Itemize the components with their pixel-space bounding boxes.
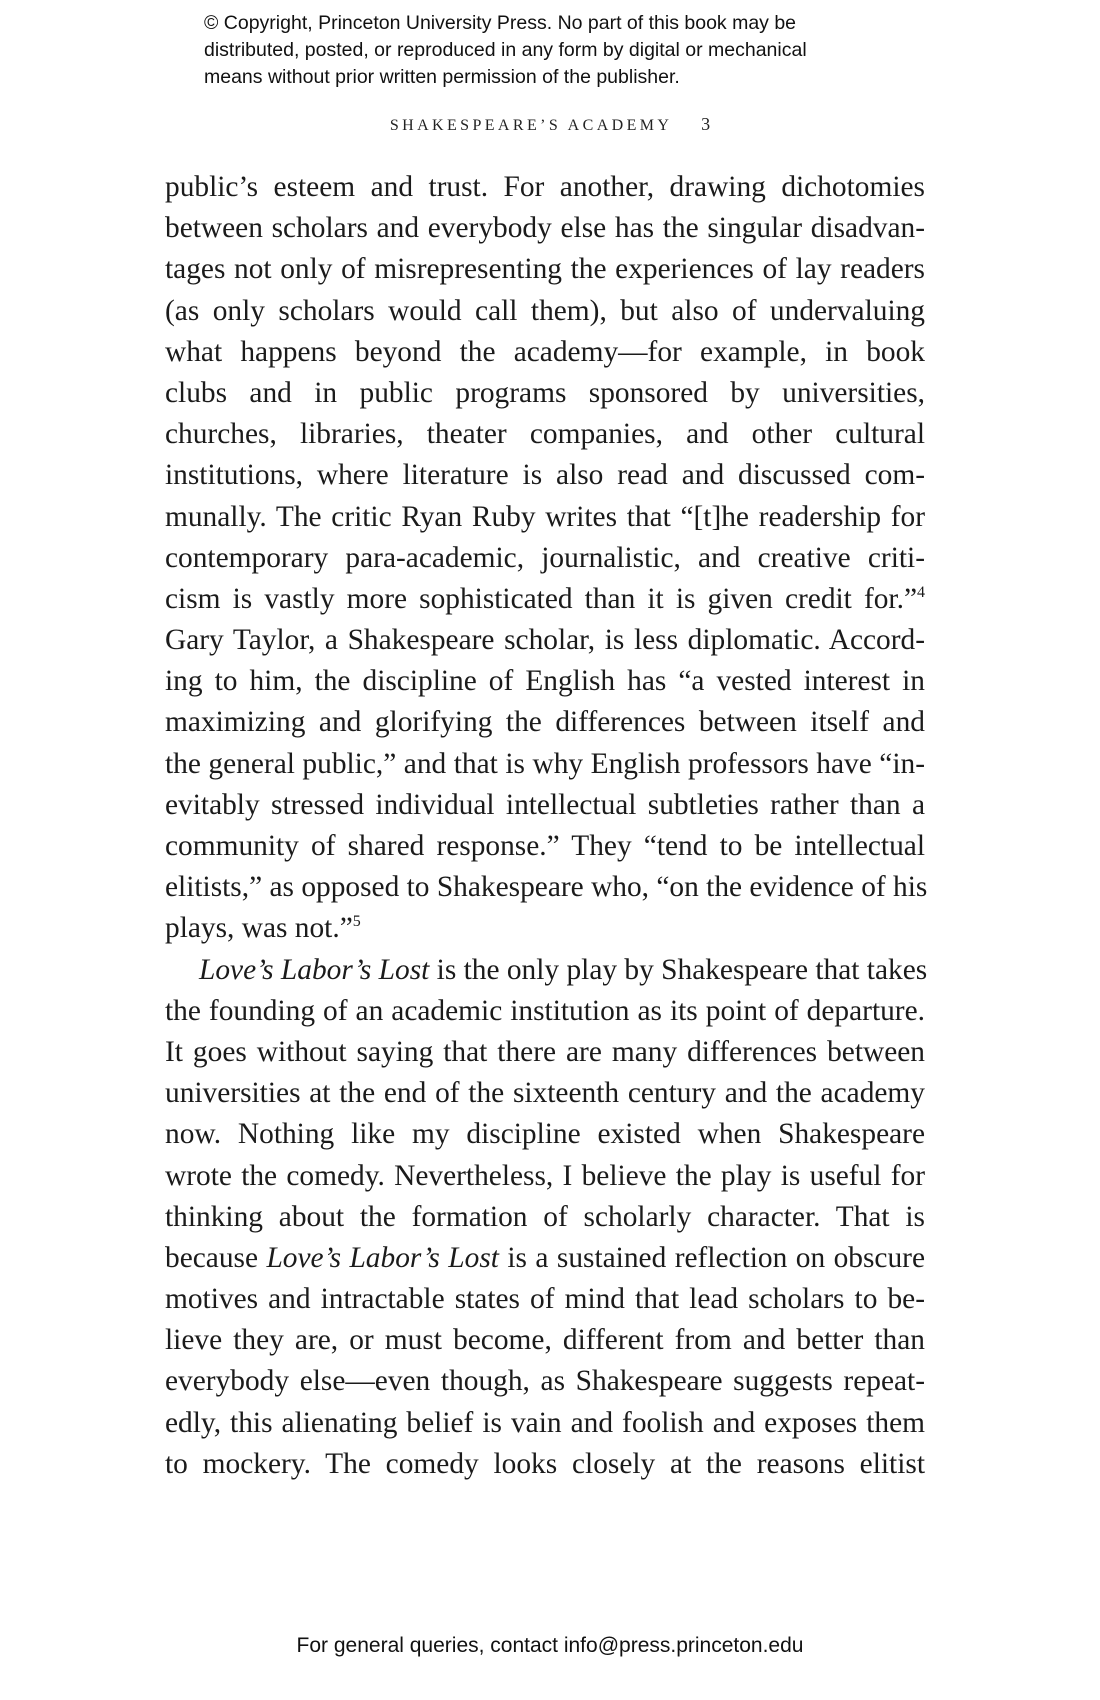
- line-text: is a sustained reflection on obscure: [498, 1241, 925, 1274]
- text-line: ing to him, the discipline of English has “a vested interest in: [165, 665, 925, 698]
- text-line-with-footnote: [165, 908, 925, 949]
- text-line: the founding of an academic institution as its point of departure.: [165, 994, 925, 1027]
- text-line: clubs and in public programs sponsored by universities,: [165, 376, 925, 409]
- text-line: community of shared response.” They “tend to be intellectual: [165, 830, 925, 862]
- copyright-line: distributed, posted, or reproduced in any form by digital or mechanical: [204, 39, 807, 61]
- text-line: It goes without saying that there are many differences between: [165, 1035, 925, 1068]
- text-line: evitably stressed individual intellectual subtleties rather than a: [165, 788, 925, 821]
- line-text: because: [165, 1241, 267, 1274]
- footer-contact: For general queries, contact info@press.princeton.edu: [296, 1634, 804, 1657]
- text-line: wrote the comedy. Nevertheless, I believe the play is useful for: [165, 1159, 925, 1192]
- italic-title: Love’s Labor’s Lost: [266, 1241, 499, 1274]
- italic-title: Love’s Labor’s Lost: [199, 953, 430, 986]
- line-text: cism is vastly more sophisticated than it is given credit for.”: [165, 582, 917, 615]
- page-number: 3: [701, 114, 711, 134]
- text-line: contemporary para-academic, journalistic, and creative criti-: [165, 541, 925, 574]
- text-line: to mockery. The comedy looks closely at the reasons elitist: [165, 1447, 925, 1480]
- text-line: Gary Taylor, a Shakespeare scholar, is less diplomatic. Accord-: [165, 624, 925, 657]
- line-text: is the only play by Shakespeare that takes: [429, 953, 928, 986]
- copyright-line: © Copyright, Princeton University Press. No part of this book may be: [204, 12, 797, 34]
- text-line-with-footnote: [165, 579, 925, 620]
- copyright-notice: [204, 10, 904, 91]
- body-text: [165, 167, 928, 1485]
- text-line: universities at the end of the sixteenth century and the academy: [165, 1077, 925, 1110]
- text-line: motives and intractable states of mind that lead scholars to be-: [165, 1283, 925, 1316]
- paragraph-start-line: [165, 950, 928, 991]
- text-line: public’s esteem and trust. For another, drawing dichotomies: [165, 171, 925, 203]
- line-text: plays, was not.”: [165, 912, 353, 945]
- text-line: edly, this alienating belief is vain and foolish and exposes them: [165, 1406, 925, 1439]
- text-line: elitists,” as opposed to Shakespeare who, “on the evidence of his: [165, 871, 928, 904]
- text-line: tages not only of misrepresenting the experiences of lay readers: [165, 253, 925, 286]
- text-line: what happens beyond the academy—for example, in book: [165, 335, 925, 368]
- text-line: churches, libraries, theater companies, and other cultural: [165, 418, 925, 451]
- footnote-ref-4: 4: [917, 583, 925, 601]
- running-head: [0, 114, 1100, 135]
- text-line: maximizing and glorifying the differences between itself and: [165, 706, 925, 739]
- text-line-with-title: [165, 1238, 925, 1279]
- text-line: lieve they are, or must become, different from and better than: [165, 1324, 925, 1357]
- text-line: thinking about the formation of scholarly character. That is: [165, 1200, 925, 1233]
- running-head-title: SHAKESPEARE’S ACADEMY: [389, 117, 672, 134]
- text-line: munally. The critic Ryan Ruby writes that “[t]he readership for: [165, 500, 925, 533]
- text-line: now. Nothing like my discipline existed when Shakespeare: [165, 1118, 925, 1151]
- footnote-ref-5: 5: [352, 913, 361, 931]
- text-line: between scholars and everybody else has the singular disadvan-: [165, 212, 925, 245]
- text-line: institutions, where literature is also read and discussed com-: [165, 459, 925, 492]
- copyright-line: means without prior written permission of the publisher.: [204, 66, 680, 88]
- text-line: (as only scholars would call them), but also of undervaluing: [165, 294, 925, 327]
- text-line: everybody else—even though, as Shakespeare suggests repeat-: [165, 1365, 925, 1398]
- text-line: the general public,” and that is why English professors have “in-: [165, 747, 925, 780]
